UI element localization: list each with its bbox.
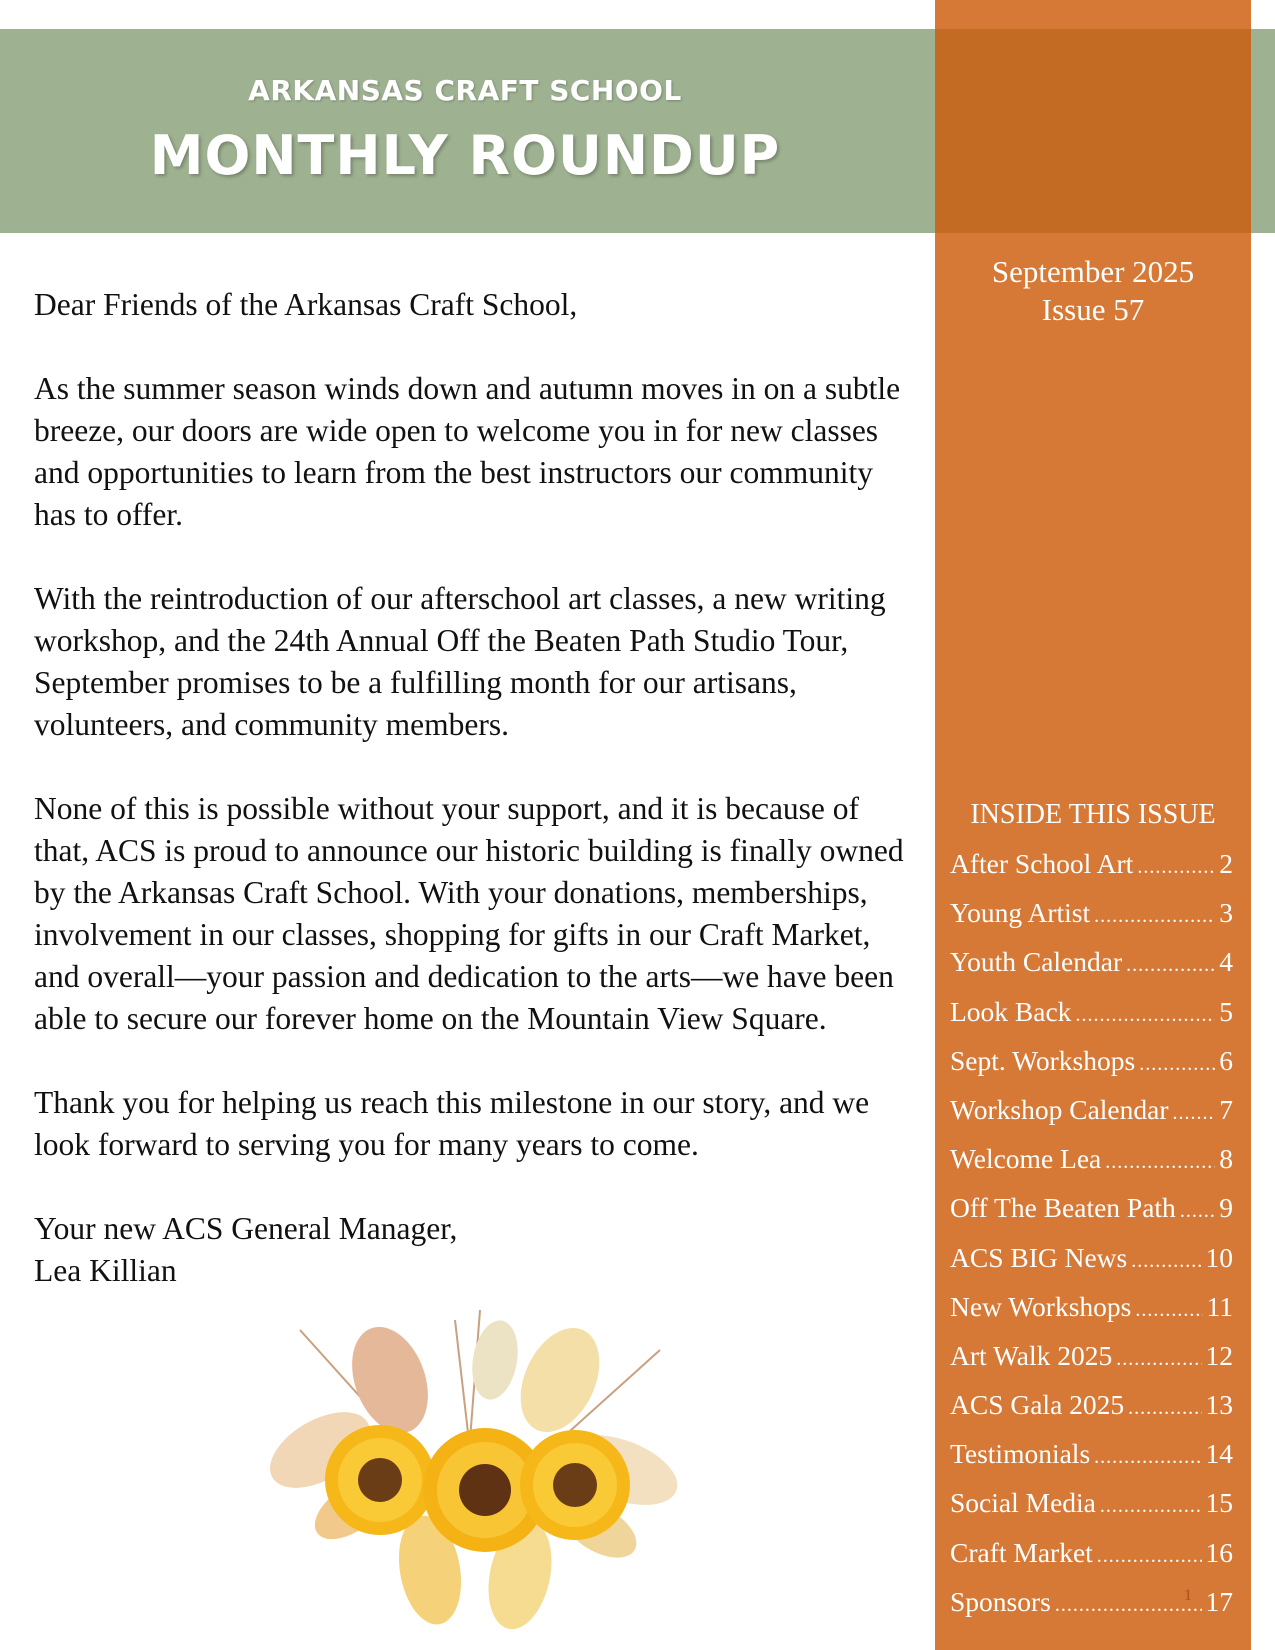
toc-item[interactable]: [950, 944, 1233, 993]
toc-item[interactable]: [950, 1092, 1233, 1141]
toc-item[interactable]: [950, 895, 1233, 944]
welcome-letter: [34, 284, 914, 1292]
toc-item[interactable]: [950, 1387, 1233, 1436]
toc-item-page: 8: [1219, 1143, 1233, 1175]
toc-item-page: 13: [1205, 1389, 1233, 1421]
toc-item-title: New Workshops: [950, 1290, 1132, 1322]
toc-item[interactable]: [950, 846, 1233, 895]
sidebar-header-block: [935, 29, 1251, 233]
letter-greeting: Dear Friends of the Arkansas Craft School,: [34, 287, 578, 322]
toc-leader: [1075, 994, 1215, 1033]
sunflower-right: [520, 1430, 630, 1540]
toc-item[interactable]: [950, 994, 1233, 1043]
toc-leader: [1135, 1289, 1202, 1328]
toc-leader: [1105, 1141, 1215, 1180]
toc-item-title: Art Walk 2025: [950, 1339, 1113, 1371]
toc-leader: [1126, 944, 1215, 983]
toc-leader: [1139, 1043, 1215, 1082]
toc-item-title: ACS Gala 2025: [950, 1389, 1125, 1421]
toc-leader: [1137, 846, 1215, 885]
issue-number: Issue 57: [1041, 292, 1145, 327]
letter-paragraph: As the summer season winds down and autumn moves in on a subtle breeze, our doors are wide open to welcome you in for new classes and opportunities to learn from the best instructors our community has to offer.: [34, 371, 901, 532]
letter-paragraph: With the reintroduction of our afterschool art classes, a new writing workshop, and the 24th Annual Off the Beaten Path Studio Tour, September promises to be a fulfilling month for our artisans, volunteers, and community members.: [34, 581, 886, 742]
toc-item[interactable]: [950, 1436, 1233, 1485]
toc-item-title: Youth Calendar: [950, 946, 1123, 978]
toc-item-title: Craft Market: [950, 1536, 1093, 1568]
toc-item-title: Off The Beaten Path: [950, 1192, 1176, 1224]
toc-leader: [1173, 1092, 1216, 1131]
toc-item-page: 15: [1205, 1487, 1233, 1519]
letter-signoff: Your new ACS General Manager,: [34, 1211, 458, 1246]
toc-item[interactable]: [950, 1485, 1233, 1534]
toc-item-page: 9: [1219, 1192, 1233, 1224]
toc-leader: [1180, 1190, 1215, 1229]
toc-leader: [1097, 1535, 1202, 1574]
toc-leader: [1094, 1436, 1201, 1475]
toc-item-page: 14: [1205, 1438, 1233, 1470]
letter-paragraph: Thank you for helping us reach this milestone in our story, and we look forward to serving you for many years to come.: [34, 1085, 870, 1162]
toc-item-title: Sponsors: [950, 1585, 1051, 1617]
newsletter-masthead: [0, 29, 930, 233]
toc-item-page: 16: [1205, 1536, 1233, 1568]
toc-item-page: 11: [1206, 1290, 1233, 1322]
toc-item[interactable]: [950, 1289, 1233, 1338]
toc-item-page: 7: [1219, 1093, 1233, 1125]
sunflower-bouquet-illustration: [230, 1300, 710, 1650]
toc-item-title: Sept. Workshops: [950, 1044, 1136, 1076]
toc-leader: [1094, 895, 1215, 934]
toc-item[interactable]: [950, 1141, 1233, 1190]
toc-item-title: After School Art: [950, 848, 1134, 879]
letter-signature: Lea Killian: [34, 1253, 177, 1288]
toc-item[interactable]: [950, 1240, 1233, 1289]
toc-item-title: Young Artist: [950, 897, 1091, 929]
toc-item-title: Social Media: [950, 1487, 1096, 1519]
toc-leader: [1116, 1338, 1201, 1377]
sunflower-left: [325, 1425, 435, 1535]
toc-leader: [1100, 1485, 1202, 1524]
toc-item-page: 2: [1219, 848, 1233, 879]
toc-heading: INSIDE THIS ISSUE: [970, 799, 1216, 830]
toc-item-page: 12: [1205, 1339, 1233, 1371]
toc-item-title: Welcome Lea: [950, 1143, 1102, 1175]
toc-item[interactable]: [950, 1535, 1233, 1584]
toc-item-title: Look Back: [950, 995, 1072, 1027]
school-name: ARKANSAS CRAFT SCHOOL: [248, 74, 682, 107]
toc-item-page: 5: [1219, 995, 1233, 1027]
toc-item[interactable]: [950, 1043, 1233, 1092]
toc-item-page: 4: [1219, 946, 1233, 978]
toc-item-page: 17: [1205, 1585, 1233, 1617]
toc-leader: [1128, 1387, 1201, 1426]
table-of-contents: [950, 846, 1233, 1633]
toc-leader: [1055, 1584, 1202, 1623]
toc-item-page: 6: [1219, 1044, 1233, 1076]
newsletter-title: MONTHLY ROUNDUP: [149, 124, 781, 187]
toc-item-title: Workshop Calendar: [950, 1093, 1169, 1125]
letter-paragraph: None of this is possible without your support, and it is because of that, ACS is proud to announce our historic building is finally owned by the Arkansas Craft School. With your donations, memberships, involvement in our classes, shopping for gifts in our Craft Market, and overall—your passion and dedication to the arts—we have been able to secure our forever home on the Mountain View Square.: [34, 791, 904, 1036]
toc-item[interactable]: [950, 1338, 1233, 1387]
issue-info: [935, 253, 1251, 329]
toc-item-page: 3: [1219, 897, 1233, 929]
toc-leader: [1131, 1240, 1201, 1279]
toc-item-page: 10: [1205, 1241, 1233, 1273]
toc-item[interactable]: [950, 1190, 1233, 1239]
toc-item-title: ACS BIG News: [950, 1241, 1128, 1273]
page-number: 1: [1184, 1587, 1192, 1604]
issue-date: September 2025: [991, 254, 1195, 289]
toc-item-title: Testimonials: [950, 1438, 1091, 1470]
